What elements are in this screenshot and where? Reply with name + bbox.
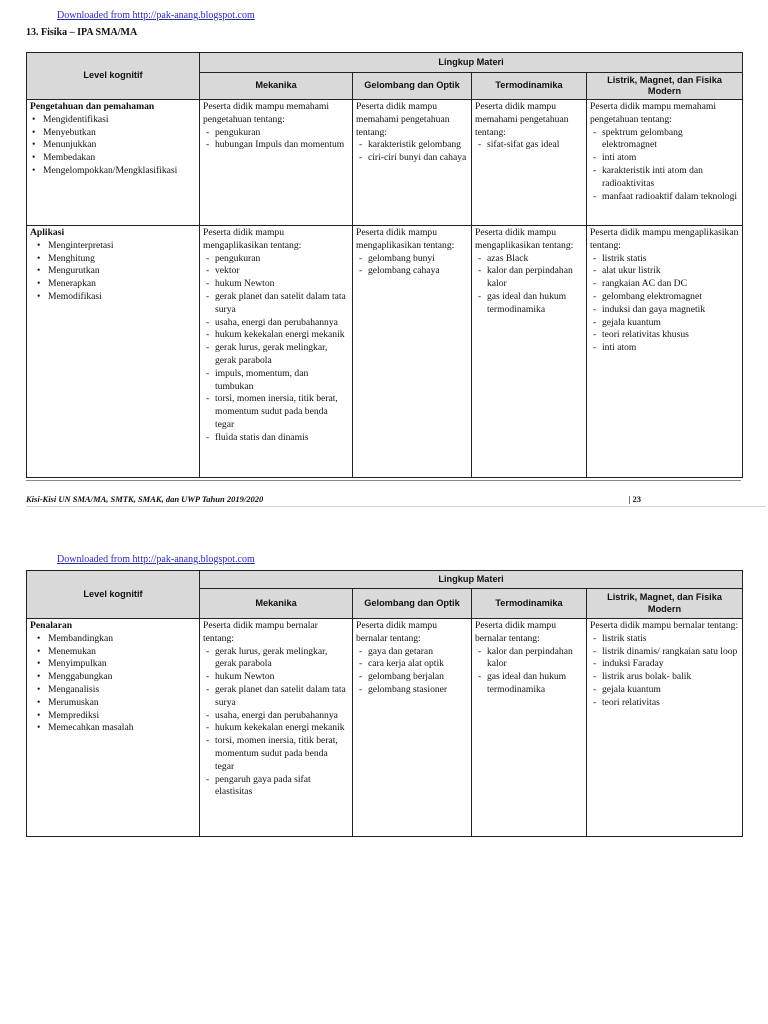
level-item: • Merumuskan [30, 697, 196, 710]
col-gelombang-optik: Gelombang dan Optik [353, 73, 472, 100]
materi-item: - gerak lurus, gerak melingkar, gerak parabola [203, 342, 349, 368]
materi-item: - torsi, momen inersia, titik berat, momentum sudut pada benda tegar [203, 735, 349, 773]
row-pengetahuan [27, 100, 743, 226]
materi-item: - kalor dan perpindahan kalor [475, 265, 583, 291]
col-mekanika: Mekanika [200, 73, 353, 100]
materi-item: - alat ukur listrik [590, 265, 739, 278]
materi-item: - gerak planet dan satelit dalam tata surya [203, 684, 349, 710]
lingkup-materi-header: Lingkup Materi [200, 571, 743, 589]
materi-item: - manfaat radioaktif dalam teknologi [590, 191, 739, 204]
level-item: • Menghitung [30, 253, 196, 266]
level-kognitif-header: Level kognitif [27, 571, 200, 619]
col-mekanika: Mekanika [200, 589, 353, 619]
level-item: • Memprediksi [30, 710, 196, 723]
materi-item: - teori relativitas khusus [590, 329, 739, 342]
materi-item: - sifat-sifat gas ideal [475, 139, 583, 152]
row-penalaran [27, 619, 743, 837]
materi-item: - induksi Faraday [590, 658, 739, 671]
materi-item: - pengaruh gaya pada sifat elastisitas [203, 774, 349, 800]
lingkup-materi-header: Lingkup Materi [200, 53, 743, 73]
cell-intro: Peserta didik mampu mengaplikasikan tentang: [590, 227, 739, 251]
cell-intro: Peserta didik mampu mengaplikasikan tentang: [203, 227, 302, 251]
materi-item: - hukum Newton [203, 278, 349, 291]
level-cell [27, 100, 200, 226]
materi-cell [200, 619, 353, 837]
page-separator-line [26, 480, 741, 481]
level-cell [27, 619, 200, 837]
page-number: | 23 [628, 494, 641, 504]
level-item: • Mengurutkan [30, 265, 196, 278]
materi-cell [587, 226, 743, 478]
level-kognitif-header: Level kognitif [27, 53, 200, 100]
level-item: • Membedakan [30, 152, 196, 165]
cell-intro: Peserta didik mampu bernalar tentang: [475, 620, 556, 644]
level-item: • Menggabungkan [30, 671, 196, 684]
materi-item: - listrik dinamis/ rangkaian satu loop [590, 646, 739, 659]
materi-item: - karakteristik gelombang [356, 139, 468, 152]
materi-item: - inti atom [590, 342, 739, 355]
materi-item: - gelombang bunyi [356, 253, 468, 266]
materi-item: - spektrum gelombang elektromagnet [590, 127, 739, 153]
materi-cell [472, 619, 587, 837]
materi-item: - listrik statis [590, 633, 739, 646]
level-item: • Mengidentifikasi [30, 114, 196, 127]
materi-cell [472, 100, 587, 226]
page-footer [26, 494, 741, 504]
materi-item: - fluida statis dan dinamis [203, 432, 349, 445]
materi-item: - cara kerja alat optik [356, 658, 468, 671]
materi-item: - gelombang stasioner [356, 684, 468, 697]
materi-item: - hukum kekekalan energi mekanik [203, 722, 349, 735]
materi-item: - usaha, energi dan perubahannya [203, 710, 349, 723]
level-item: • Menemukan [30, 646, 196, 659]
level-item: • Menerapkan [30, 278, 196, 291]
materi-item: - pengukuran [203, 127, 349, 140]
download-link[interactable]: Downloaded from http://pak-anang.blogspot.com [57, 10, 255, 21]
materi-item: - vektor [203, 265, 349, 278]
materi-cell [200, 226, 353, 478]
cell-intro: Peserta didik mampu memahami pengetahuan tentang: [356, 101, 450, 138]
materi-cell [353, 100, 472, 226]
col-gelombang-optik: Gelombang dan Optik [353, 589, 472, 619]
materi-item: - induksi dan gaya magnetik [590, 304, 739, 317]
level-item: • Menginterpretasi [30, 240, 196, 253]
level-cell [27, 226, 200, 478]
materi-item: - ciri-ciri bunyi dan cahaya [356, 152, 468, 165]
materi-item: - gelombang elektromagnet [590, 291, 739, 304]
level-item: • Menganalisis [30, 684, 196, 697]
col-termodinamika: Termodinamika [472, 73, 587, 100]
cell-intro: Peserta didik mampu bernalar tentang: [590, 620, 739, 631]
materi-item: - azas Black [475, 253, 583, 266]
level-item: • Memodifikasi [30, 291, 196, 304]
materi-cell [353, 619, 472, 837]
cell-intro: Peserta didik mampu mengaplikasikan tentang: [475, 227, 574, 251]
materi-item: - gas ideal dan hukum termodinamika [475, 671, 583, 697]
materi-item: - hubungan Impuls dan momentum [203, 139, 349, 152]
materi-item: - torsi, momen inersia, titik berat, momentum sudut pada benda tegar [203, 393, 349, 431]
materi-cell [353, 226, 472, 478]
materi-item: - gaya dan getaran [356, 646, 468, 659]
row-aplikasi [27, 226, 743, 478]
kisi-table-page1 [26, 52, 743, 478]
cell-intro: Peserta didik mampu mengaplikasikan tentang: [356, 227, 455, 251]
materi-item: - inti atom [590, 152, 739, 165]
level-item: • Menyimpulkan [30, 658, 196, 671]
materi-item: - gelombang berjalan [356, 671, 468, 684]
cell-intro: Peserta didik mampu memahami pengetahuan tentang: [590, 101, 717, 125]
materi-cell [587, 100, 743, 226]
cell-intro: Peserta didik mampu bernalar tentang: [356, 620, 437, 644]
materi-item: - gerak planet dan satelit dalam tata surya [203, 291, 349, 317]
col-listrik-magnet: Listrik, Magnet, dan Fisika Modern [587, 589, 743, 619]
materi-cell [587, 619, 743, 837]
level-item: • Membandingkan [30, 633, 196, 646]
materi-item: - gerak lurus, gerak melingkar, gerak parabola [203, 646, 349, 672]
cell-intro: Peserta didik mampu memahami pengetahuan tentang: [475, 101, 569, 138]
materi-item: - hukum Newton [203, 671, 349, 684]
kisi-table-page2 [26, 570, 743, 837]
level-item: • Menunjukkan [30, 139, 196, 152]
level-item: • Memecahkan masalah [30, 722, 196, 735]
cell-intro: Peserta didik mampu bernalar tentang: [203, 620, 318, 644]
materi-item: - teori relativitas [590, 697, 739, 710]
materi-item: - rangkaian AC dan DC [590, 278, 739, 291]
materi-item: - kalor dan perpindahan kalor [475, 646, 583, 672]
materi-item: - gejala kuantum [590, 317, 739, 330]
materi-item: - gelombang cahaya [356, 265, 468, 278]
level-item: • Menyebutkan [30, 127, 196, 140]
materi-item: - gas ideal dan hukum termodinamika [475, 291, 583, 317]
materi-item: - impuls, momentum, dan tumbukan [203, 368, 349, 394]
materi-item: - karakteristik inti atom dan radioaktivitas [590, 165, 739, 191]
materi-item: - gejala kuantum [590, 684, 739, 697]
materi-item: - listrik statis [590, 253, 739, 266]
materi-item: - pengukuran [203, 253, 349, 266]
materi-item: - listrik arus bolak- balik [590, 671, 739, 684]
level-item: • Mengelompokkan/Mengklasifikasi [30, 165, 196, 178]
materi-item: - hukum kekekalan energi mekanik [203, 329, 349, 342]
level-title: Aplikasi [30, 227, 65, 238]
materi-cell [200, 100, 353, 226]
level-title: Pengetahuan dan pemahaman [30, 101, 155, 112]
download-link-page2[interactable]: Downloaded from http://pak-anang.blogspot.com [57, 554, 255, 565]
col-termodinamika: Termodinamika [472, 589, 587, 619]
footer-divider [26, 506, 766, 507]
cell-intro: Peserta didik mampu memahami pengetahuan tentang: [203, 101, 330, 125]
materi-cell [472, 226, 587, 478]
level-title: Penalaran [30, 620, 73, 631]
section-heading: 13. Fisika – IPA SMA/MA [26, 27, 138, 38]
materi-item: - usaha, energi dan perubahannya [203, 317, 349, 330]
col-listrik-magnet: Listrik, Magnet, dan Fisika Modern [587, 73, 743, 100]
footer-text: Kisi-Kisi UN SMA/MA, SMTK, SMAK, dan UWP Tahun 2019/2020 [26, 494, 264, 504]
